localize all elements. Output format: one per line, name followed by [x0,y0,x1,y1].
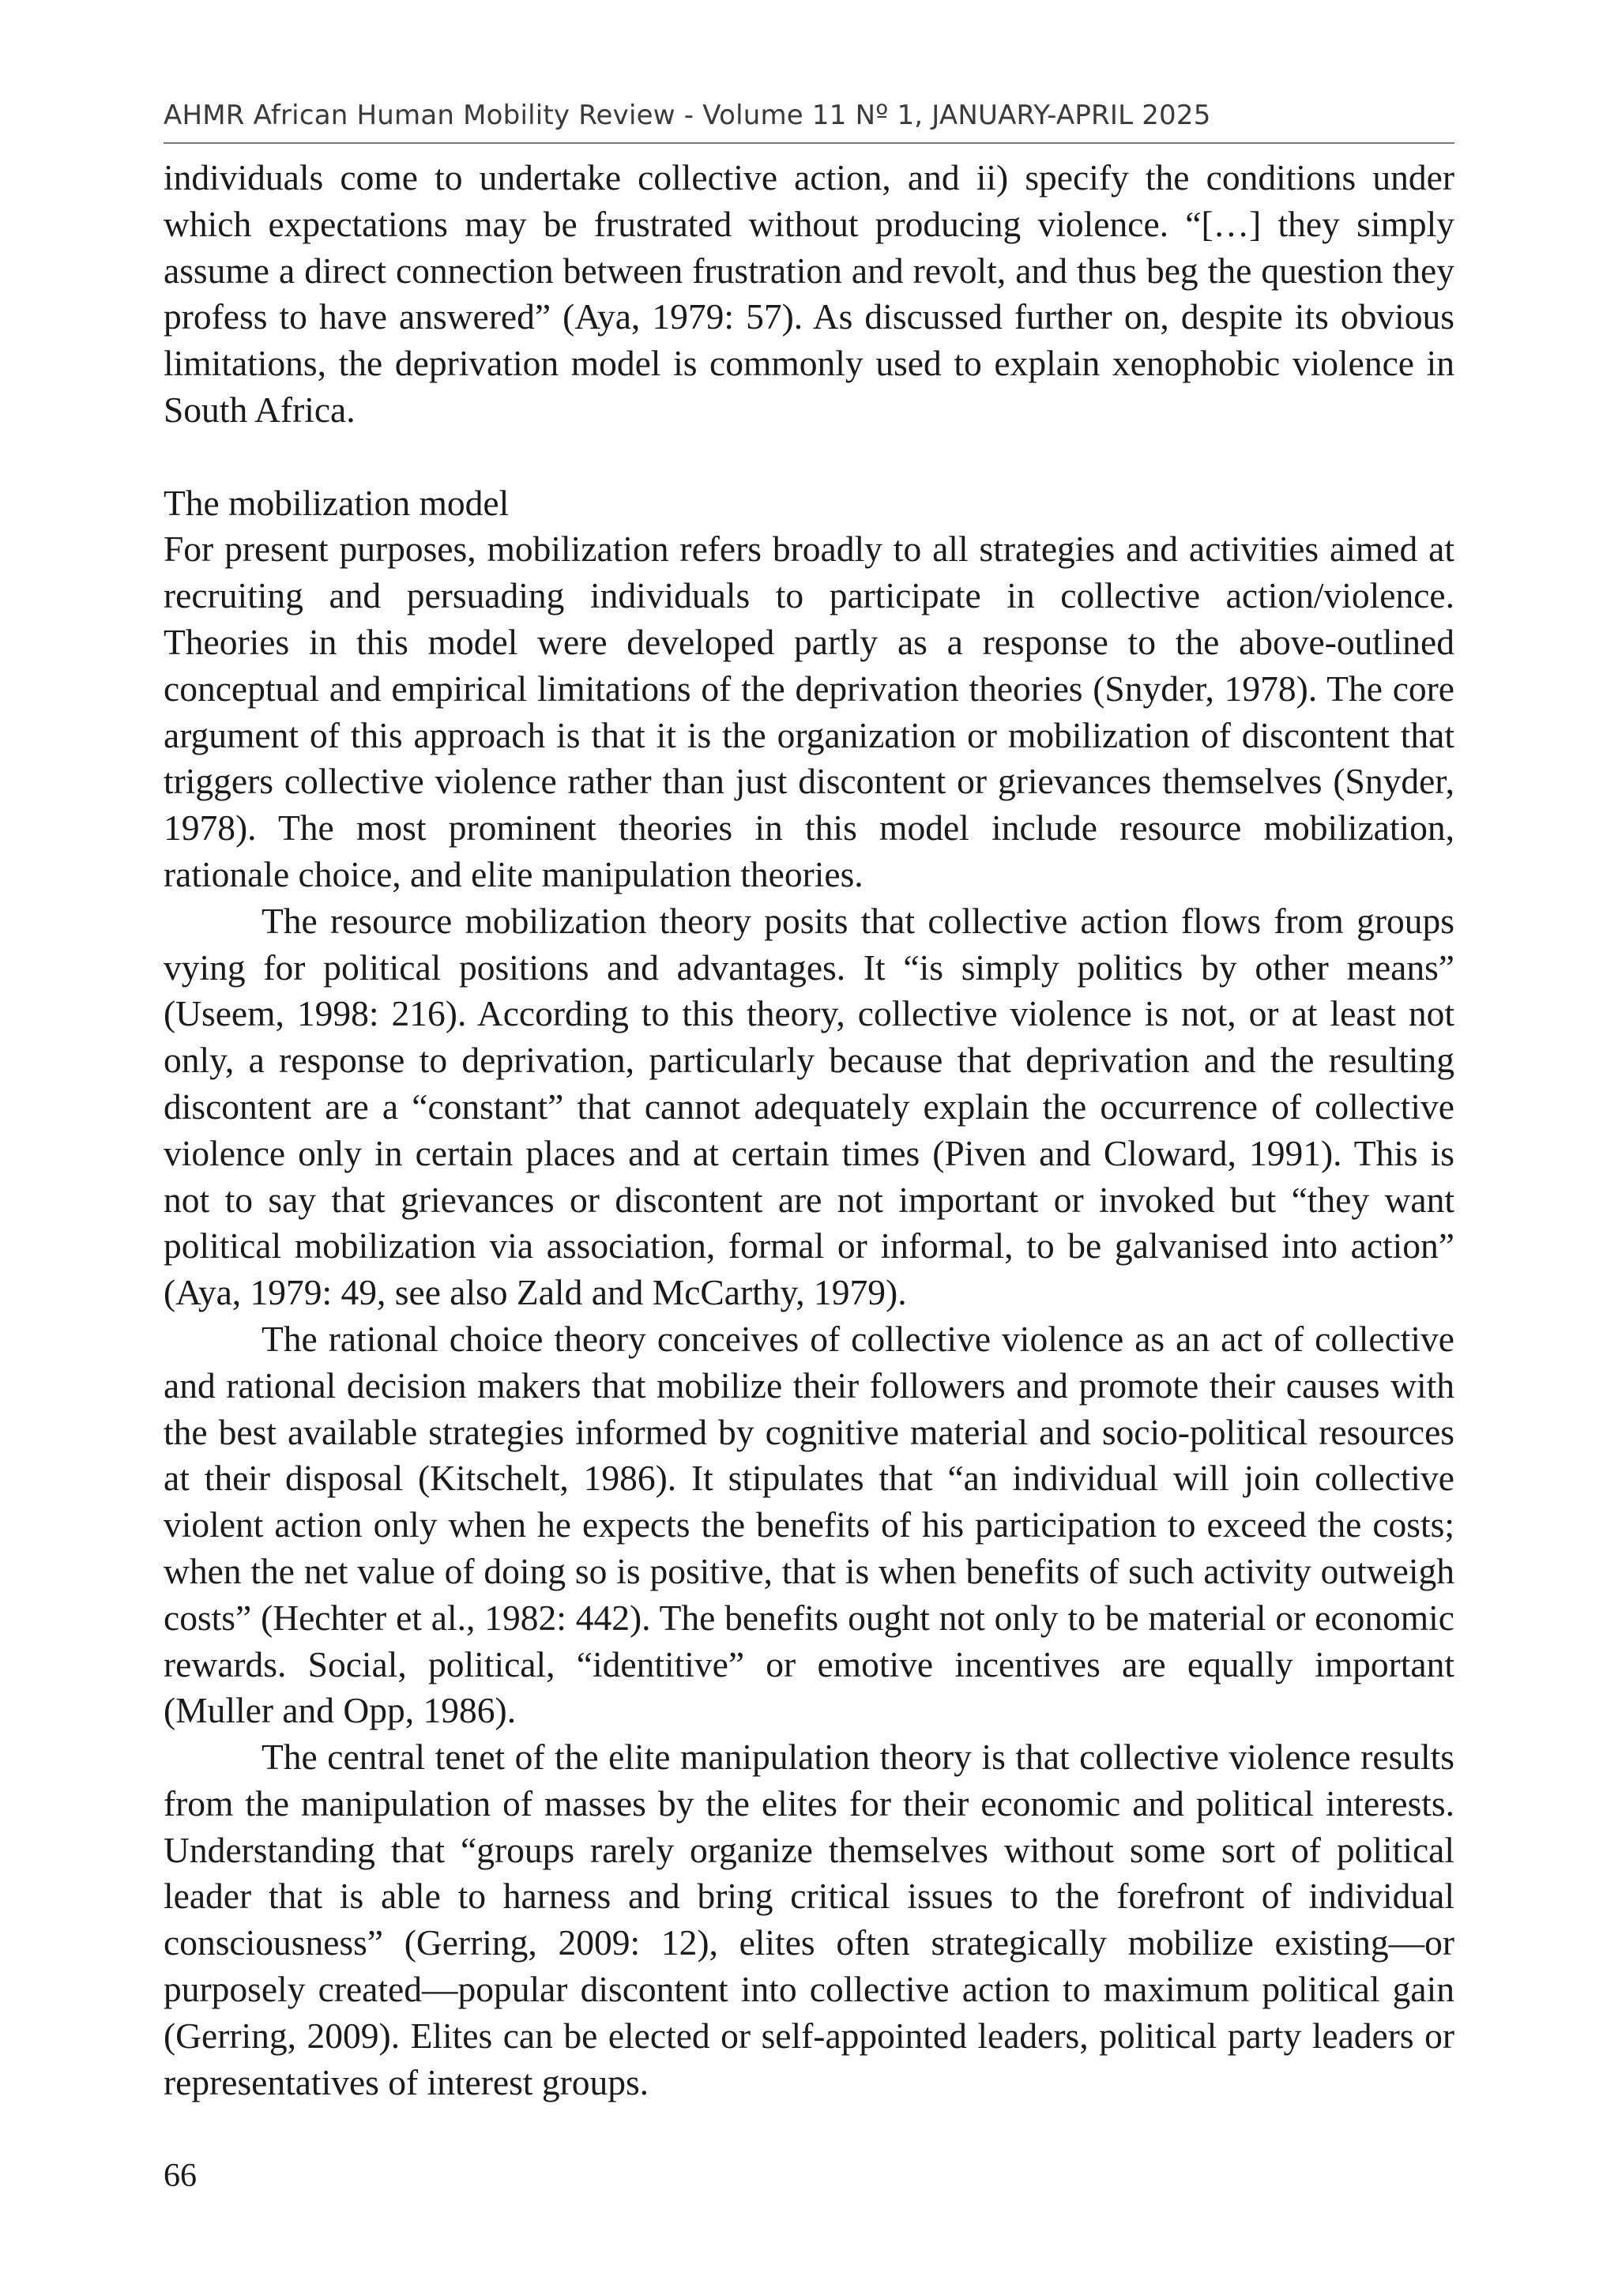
paragraph-rational-choice: The rational choice theory conceives of collective violence as an act of collective and rational decision makers that mobilize their followers and promote their causes with the best available strategies informed by cognitive material and socio-political resources at their disposal (Kitschelt, 1986). It stipulates that “an individual will join collective violent action only when he expects the benefits of his participation to exceed the costs; when the net value of doing so is positive, that is when benefits of such activity outweigh costs” (Hechter et al., 1982: 442). The benefits ought not only to be material or economic rewards. Social, political, “identitive” or emotive incentives are equally important (Muller and Opp, 1986). [164,1318,1454,1731]
article-body [164,155,1454,2106]
continuation-paragraph: individuals come to undertake collective action, and ii) specify the conditions under which expectations may be frustrated without producing violence. “[…] they simply assume a direct connection between frustration and revolt, and thus beg the question they profess to have answered” (Aya, 1979: 57). As discussed further on, despite its obvious limitations, the deprivation model is commonly used to explain xenophobic violence in South Africa. [164,157,1454,430]
paragraph-resource-mobilization: The resource mobilization theory posits that collective action flows from groups vying for political positions and advantages. It “is simply politics by other means” (Useem, 1998: 216). According to this theory, collective violence is not, or at least not only, a response to deprivation, particularly because that deprivation and the resulting discontent are a “constant” that cannot adequately explain the occurrence of collective violence only in certain places and at certain times (Piven and Cloward, 1991). This is not to say that grievances or discontent are not important or invoked but “they want political mobilization via association, formal or informal, to be galvanised into action” (Aya, 1979: 49, see also Zald and McCarthy, 1979). [164,900,1454,1313]
section-heading: The mobilization model [164,482,510,523]
running-header: AHMR African Human Mobility Review - Volume 11 Nº 1, JANUARY-APRIL 2025 [164,100,1211,131]
paragraph-elite-manipulation: The central tenet of the elite manipulation theory is that collective violence results from the manipulation of masses by the elites for their economic and political interests. Understanding that “groups rarely organize themselves without some sort of political leader that is able to harness and bring critical issues to the forefront of individual consciousness” (Gerring, 2009: 12), elites often strategically mobilize existing—or purposely created—popular discontent into collective action to maximum political gain (Gerring, 2009). Elites can be elected or self-appointed leaders, political party leaders or representatives of interest groups. [164,1737,1454,2102]
page-number: 66 [164,2158,197,2194]
header-divider [164,142,1454,144]
paragraph-mobilization-definition: For present purposes, mobilization refers broadly to all strategies and activities aimed at recruiting and persuading individuals to participate in collective action/violence. Theories in this model were developed partly as a response to the above-outlined conceptual and empirical limitations of the deprivation theories (Snyder, 1978). The core argument of this approach is that it is the organization or mobilization of discontent that triggers collective violence rather than just discontent or grievances themselves (Snyder, 1978). The most prominent theories in this model include resource mobilization, rationale choice, and elite manipulation theories. [164,529,1454,894]
